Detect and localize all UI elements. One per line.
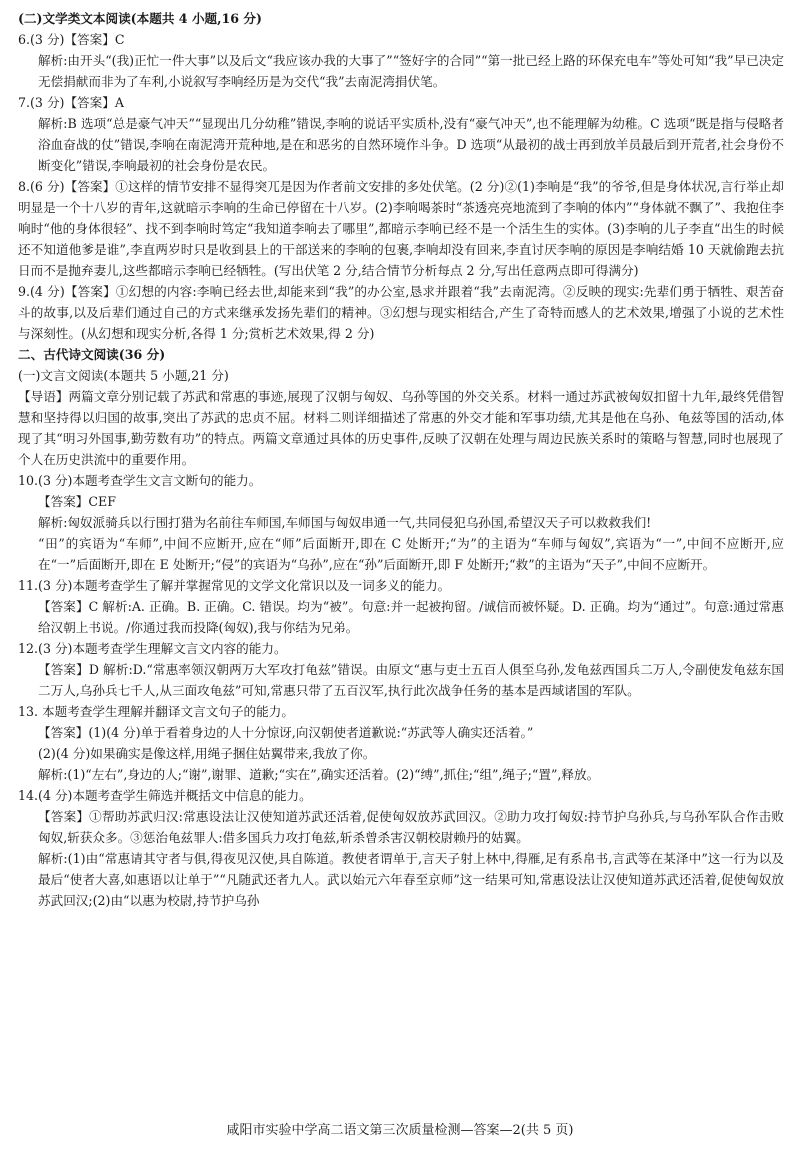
answer-q6: 6.(3 分)【答案】C [18,32,125,47]
analysis-q7: 解析:B 选项“总是豪气冲天”“显现出几分幼稚”错误,李响的说话平实质朴,没有“豪气冲天”,也不能理解为幼稚。C 选项“既是指与侵略者浴血奋战的仗”错误,李响在南泥湾开荒种地,是在和恶劣的自然环境作斗争。D 选项“从最初的战士再到放羊员最后到开荒者,社会身份不断变化”错误,李响最初的社会身份是农民。 [38,116,784,173]
analysis-q10: 解析:匈奴派骑兵以行围打猎为名前往车师国,车师国与匈奴串通一气,共同侵犯乌孙国,希望汉天子可以救救我们! [38,515,652,530]
answer-q13-1: 【答案】(1)(4 分)单于看着身边的人十分惊讶,向汉朝使者道歉说:“苏武等人确实还活着。” [38,725,534,740]
answer-q7: 7.(3 分)【答案】A [18,95,124,110]
guide-paragraph: 【导语】两篇文章分别记载了苏武和常惠的事迹,展现了汉朝与匈奴、乌孙等国的外交关系。材料一通过苏武被匈奴扣留十九年,最终凭借智慧和坚持得以归国的故事,突出了苏武的忠贞不屈。材料二则详细描述了常惠的外交才能和军事功绩,尤其是他在乌孙、龟兹等国的活动,体现了其“明习外国事,勤劳数有功”的特点。两篇文章通过具体的历史事件,反映了汉朝在处理与周边民族关系时的策略与智慧,同时也展现了个人在历史洪流中的重要作用。 [18,389,784,467]
question-q13: 13. 本题考查学生理解并翻译文言文句子的能力。 [18,704,294,719]
section-heading-literary: (二)文学类文本阅读(本题共 4 小题,16 分) [18,11,262,26]
subsection-heading-classical-prose: (一)文言文阅读(本题共 5 小题,21 分) [18,368,229,383]
question-q10: 10.(3 分)本题考查学生文言文断句的能力。 [18,473,262,488]
question-q14: 14.(4 分)本题考查学生筛选并概括文中信息的能力。 [18,788,312,803]
analysis-q14: 解析:(1)由“常惠请其守者与俱,得夜见汉使,具自陈道。教使者谓单于,言天子射上林中,得雁,足有系帛书,言武等在某泽中”这一行为以及最后“使者大喜,如惠语以让单于”“凡随武还者九人。武以始元六年春至京师”这一结果可知,常惠设法让汉使知道苏武还活着,促使匈奴放苏武回汉;(2)由“以惠为校尉,持节护乌孙 [38,851,784,908]
page-footer: 咸阳市实验中学高二语文第三次质量检测—答案—2(共 5 页) [226,1123,574,1138]
question-q11: 11.(3 分)本题考查学生了解并掌握常见的文学文化常识以及一词多义的能力。 [18,578,451,593]
section-heading-classical: 二、古代诗文阅读(36 分) [18,347,166,362]
answer-q8: 8.(6 分)【答案】①这样的情节安排不显得突兀是因为作者前文安排的多处伏笔。(2 分)②(1)李响是“我”的爷爷,但是身体状况,言行举止却明显是一个十八岁的青年,这就暗示李响的生命已停留在十八岁。(2)李响喝茶时“茶透亮亮地流到了李响的体内”“身体就不飘了”、我抱住李响时“他的身体很轻”、找不到李响时笃定“我知道李响去了哪里”,都暗示李响已经不是一个活生生的实体。(3)李响的儿子李直“出生的时候还不知道他爹是谁”,李直两岁时只是收到县上的干部送来的李响的包裹,李响却没有回来,李直讨厌李响的原因是李响结婚 10 天就偷跑去抗日而不是抛弃妻儿,这些都暗示李响已经牺牲。(写出伏笔 2 分,结合情节分析每点 2 分,写出任意两点即可得满分) [18,179,784,278]
answer-q13-2: (2)(4 分)如果确实是像这样,用绳子捆住姑翼带来,我放了你。 [38,746,376,761]
analysis-q13: 解析:(1)“左右”,身边的人;“谢”,谢罪、道歉;“实在”,确实还活着。(2)“缚”,抓住;“组”,绳子;“置”,释放。 [38,767,600,782]
analysis-q6: 解析:由开头“(我)正忙一件大事”以及后文“我应该办我的大事了”“签好字的合同”“第一批已经上路的环保充电车”等处可知“我”早已决定无偿捐献而非为了车利,小说叙写李响经历是为交代“我”去南泥湾捐伏笔。 [38,53,784,89]
answer-q12: 【答案】D 解析:D.“常惠率领汉朝两万大军攻打龟兹”错误。由原文“惠与吏士五百人俱至乌孙,发龟兹西国兵二万人,令副使发龟兹东国二万人,乌孙兵七千人,从三面攻龟兹”可知,常惠只带了五百汉军,执行此次战争任务的基本是西域诸国的军队。 [38,662,784,698]
analysis-q10-detail: “田”的宾语为“车师”,中间不应断开,应在“师”后面断开,即在 C 处断开;“为”的主语为“车师与匈奴”,宾语为“一”,中间不应断开,应在“一”后面断开,即在 E 处断开;“侵”的宾语为“乌孙”,应在“孙”后面断开,即 F 处断开;“救”的主语为“天子”,中间不应断开。 [38,536,784,572]
answer-q9: 9.(4 分)【答案】①幻想的内容:李响已经去世,却能来到“我”的办公室,恳求并跟着“我”去南泥湾。②反映的现实:先辈们勇于牺牲、艰苦奋斗的故事,以及后辈们通过自己的方式来继承发扬先辈们的精神。③幻想与现实相结合,产生了奇特而感人的艺术效果,增强了小说的艺术性与深刻性。(从幻想和现实分析,各得 1 分;赏析艺术效果,得 2 分) [18,284,784,341]
answer-q10: 【答案】CEF [38,494,116,509]
answer-q14: 【答案】①帮助苏武归汉:常惠设法让汉使知道苏武还活着,促使匈奴放苏武回汉。②助力攻打匈奴:持节护乌孙兵,与乌孙军队合作击败匈奴,斩获众多。③惩治龟兹罪人:借多国兵力攻打龟兹,斩杀曾杀害汉朝校尉赖丹的姑翼。 [38,809,784,845]
answer-q11: 【答案】C 解析:A. 正确。B. 正确。C. 错误。均为“被”。句意:并一起被拘留。/诚信而被怀疑。D. 正确。均为“通过”。句意:通过常惠给汉朝上书说。/你通过我而投降(匈奴),我与你结为兄弟。 [38,599,784,635]
question-q12: 12.(3 分)本题考查学生理解文言文内容的能力。 [18,641,287,656]
